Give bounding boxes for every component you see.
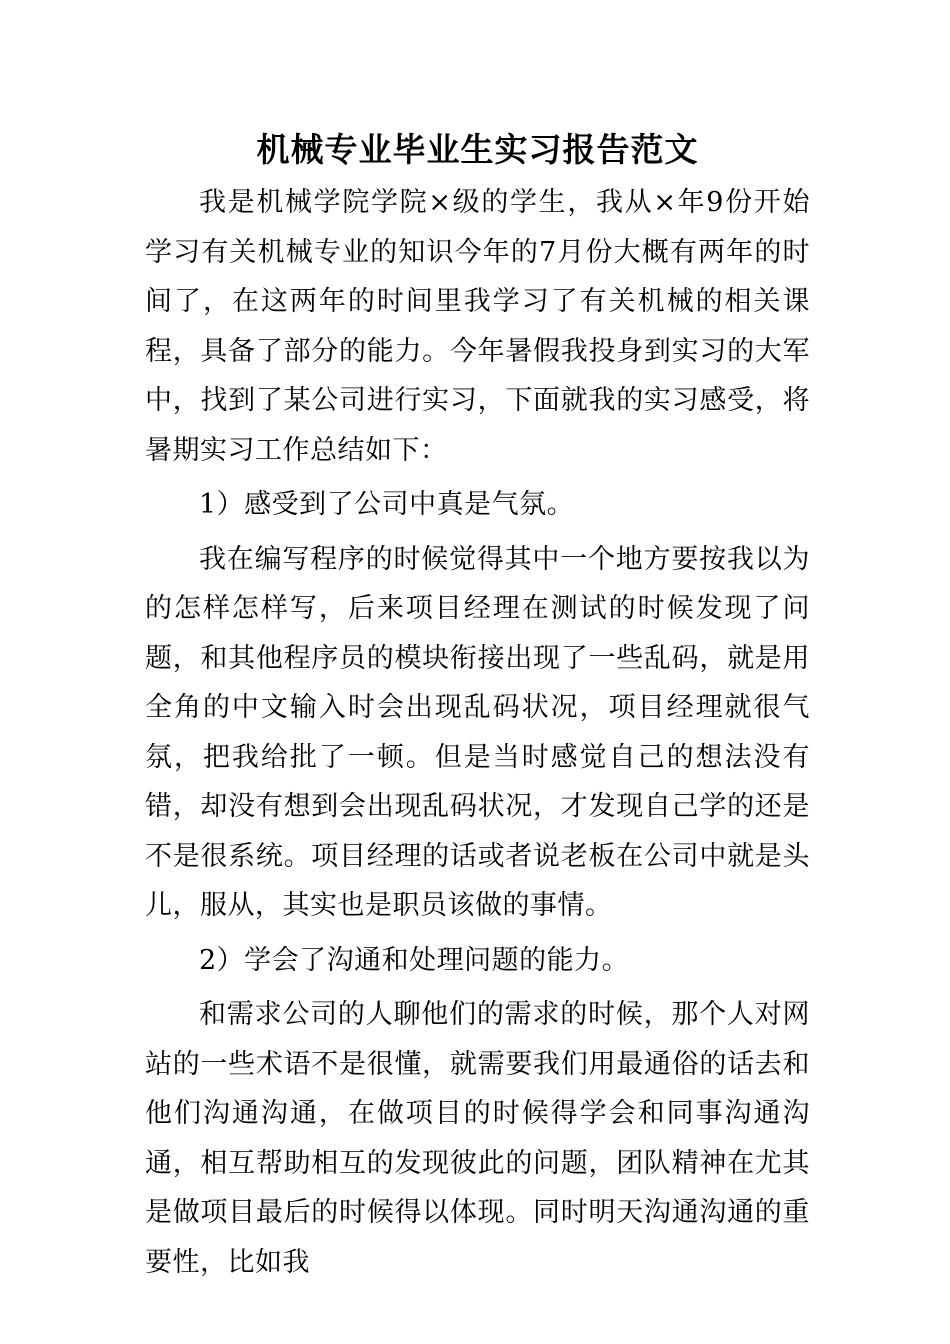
intro-paragraph: 我是机械学院学院×级的学生，我从×年9份开始学习有关机械专业的知识今年的7月份大概有两年的时间了，在这两年的时间里我学习了有关机械的相关课程，具备了部分的能力。今年暑假我投身到实习的大军中，找到了某公司进行实习，下面就我的实习感受，将暑期实习工作总结如下： xyxy=(145,187,810,466)
section-1-paragraph: 我在编写程序的时候觉得其中一个地方要按我以为的怎样怎样写，后来项目经理在测试的时候发现了问题，和其他程序员的模块衔接出现了一些乱码，就是用全角的中文输入时会出现乱码状况，项目经理就很气氛，把我给批了一顿。但是当时感觉自己的想法没有错，却没有想到会出现乱码状况，才发现自己学的还是不是很系统。项目经理的话或者说老板在公司中就是头儿，服从，其实也是职员该做的事情。 xyxy=(145,543,810,921)
document-page xyxy=(145,128,810,1287)
document-title: 机械专业毕业生实习报告范文 xyxy=(256,130,699,169)
section-heading-2: 2）学会了沟通和处理问题的能力。 xyxy=(199,944,630,976)
section-2-paragraph: 和需求公司的人聊他们的需求的时候，那个人对网站的一些术语不是很懂，就需要我们用最通俗的话去和他们沟通沟通，在做项目的时候得学会和同事沟通沟通，相互帮助相互的发现彼此的问题，团队精神在尤其是做项目最后的时候得以体现。同时明天沟通沟通的重要性，比如我 xyxy=(145,999,810,1278)
section-heading-1: 1）感受到了公司中真是气氛。 xyxy=(199,489,575,520)
